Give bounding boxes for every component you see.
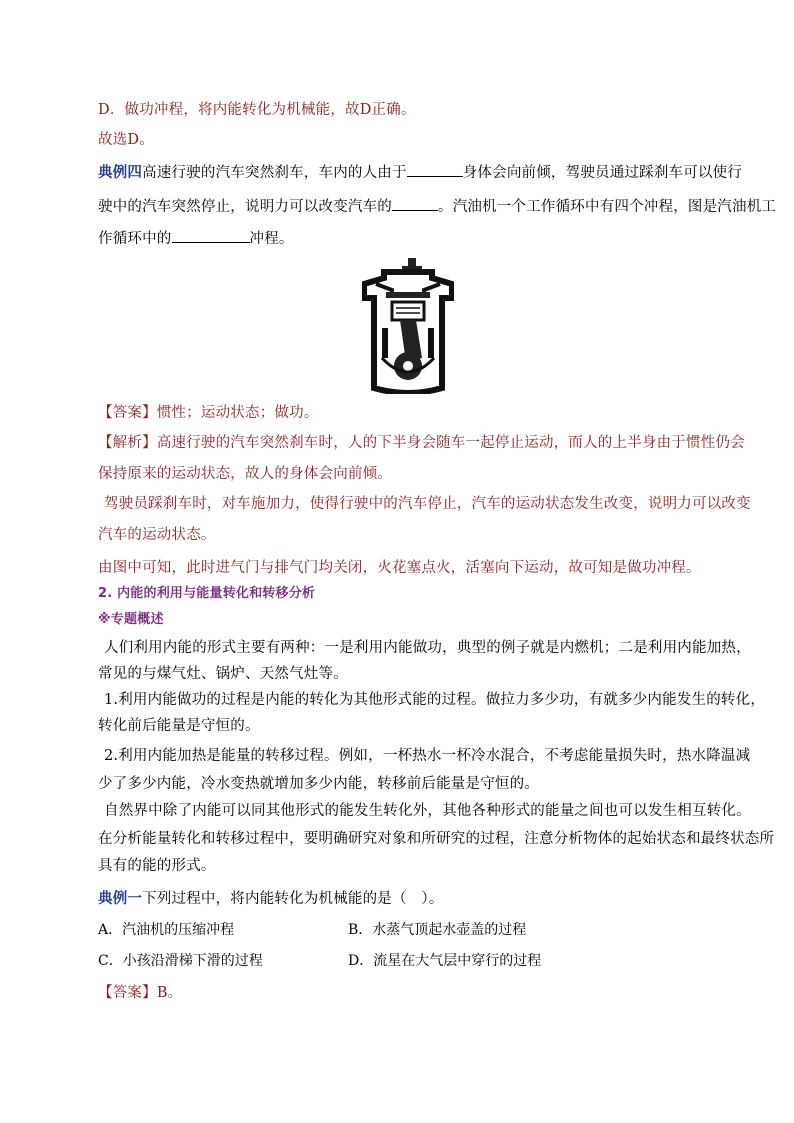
option-d-explanation: D．做功冲程，将内能转化为机械能，故D正确。 bbox=[98, 102, 416, 118]
overview-p1-l2: 常见的与煤气灶、锅炉、天然气灶等。 bbox=[98, 666, 348, 682]
overview-p2-l1: 1.利用内能做功的过程是内能的转化为其他形式能的过程。做拉力多少功，有就多少内能发生的转化， bbox=[104, 692, 766, 708]
blank-stroke bbox=[172, 228, 250, 243]
overview-p2-l2: 转化前后能量是守恒的。 bbox=[98, 718, 260, 734]
example4-line3: 作循环中的 冲程。 bbox=[98, 228, 294, 249]
option-b: B．水蒸气顶起水壶盖的过程 bbox=[348, 922, 527, 938]
overview-heading: ※专题概述 bbox=[98, 612, 164, 627]
option-a: A．汽油机的压缩冲程 bbox=[98, 922, 235, 938]
overview-p4-l1: 自然界中除了内能可以同其他形式的能发生转化外，其他各种形式的能量之间也可以发生相互转化。 bbox=[104, 803, 751, 819]
analysis4-line5: 由图中可知，此时进气门与排气门均关闭，火花塞点火，活塞向下运动，故可知是做功冲程。 bbox=[98, 560, 701, 576]
gasoline-engine-diagram bbox=[362, 258, 454, 394]
overview-p3-l2: 少了多少内能，冷水变热就增加多少内能，转移前后能量是守恒的。 bbox=[98, 776, 539, 792]
option-c: C．小孩沿滑梯下滑的过程 bbox=[98, 953, 263, 969]
answer-tag: 【答案】 bbox=[98, 985, 157, 1001]
section-heading: 2. 内能的利用与能量转化和转移分析 bbox=[98, 586, 316, 601]
overview-p4-l3: 具有的能的形式。 bbox=[98, 858, 216, 874]
blank-inertia bbox=[407, 162, 463, 177]
example1-tag: 典例一 bbox=[98, 890, 143, 907]
choice-conclusion: 故选D。 bbox=[98, 132, 154, 148]
analysis4-line2: 保持原来的运动状态，故人的身体会向前倾。 bbox=[98, 466, 392, 482]
blank-motion-state bbox=[392, 196, 438, 211]
answer-tag: 【答案】 bbox=[98, 405, 157, 421]
option-d: D．流星在大气层中穿行的过程 bbox=[348, 953, 542, 969]
analysis4-line4: 汽车的运动状态。 bbox=[98, 527, 216, 543]
analysis-tag: 【解析】 bbox=[98, 435, 157, 451]
example1-question: 典例一下列过程中，将内能转化为机械能的是（ ）。 bbox=[98, 890, 444, 907]
example4-line2: 驶中的汽车突然停止，说明力可以改变汽车的 。汽油机一个工作循环中有四个冲程，图是汽油机工 bbox=[98, 196, 776, 217]
example4-tag: 典例四 bbox=[98, 164, 143, 181]
overview-p3-l1: 2.利用内能加热是能量的转移过程。例如，一杯热水一杯冷水混合，不考虑能量损失时，热水降温减 bbox=[104, 748, 751, 764]
example4-line1: 典例四高速行驶的汽车突然刹车，车内的人由于 身体会向前倾，驾驶员通过踩刹车可以使行 bbox=[98, 164, 743, 181]
overview-p4-l2: 在分析能量转化和转移过程中，要明确研究对象和所研究的过程，注意分析物体的起始状态和最终状态所 bbox=[98, 831, 775, 847]
analysis4-line1: 【解析】高速行驶的汽车突然刹车时，人的下半身会随车一起停止运动，而人的上半身由于惯性仍会 bbox=[98, 435, 745, 451]
analysis4-line3: 驾驶员踩刹车时，对车施加力，使得行驶中的汽车停止，汽车的运动状态发生改变，说明力可以改变 bbox=[104, 496, 751, 512]
example1-answer: 【答案】B。 bbox=[98, 985, 183, 1001]
overview-p1-l1: 人们利用内能的形式主要有两种：一是利用内能做功，典型的例子就是内燃机；二是利用内能加热， bbox=[104, 640, 751, 656]
answer4-line: 【答案】惯性；运动状态；做功。 bbox=[98, 405, 319, 421]
